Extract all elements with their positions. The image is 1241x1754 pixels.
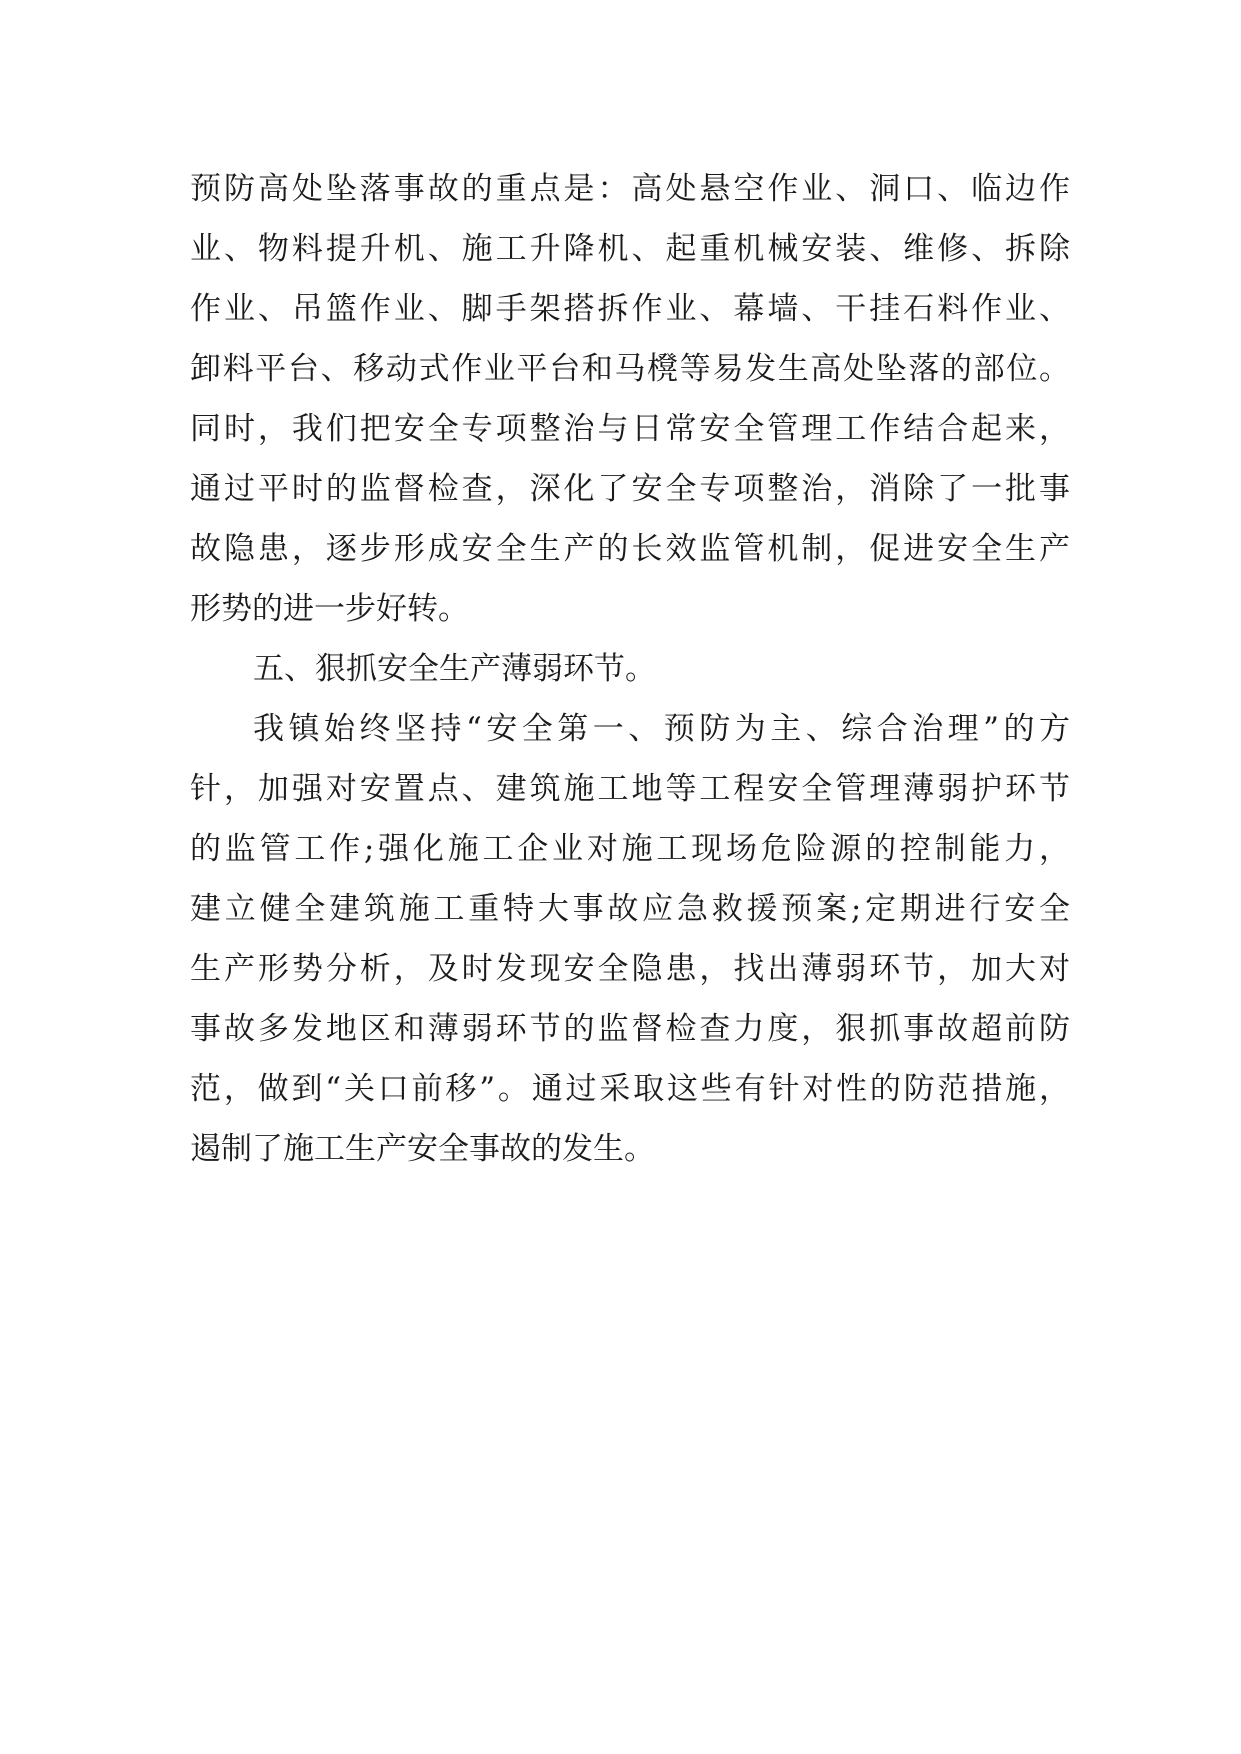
body-text [190,159,1070,1179]
text-line: 通过平时的监督检查，深化了安全专项整治，消除了一批事 [190,471,1070,507]
text-line: 范，做到“关口前移”。通过采取这些有针对性的防范措施， [190,1071,1070,1107]
text-line: 事故多发地区和薄弱环节的监督检查力度，狠抓事故超前防 [190,1011,1070,1047]
text-line: 作业、吊篮作业、脚手架搭拆作业、幕墙、干挂石料作业、 [190,291,1070,327]
section-heading: 五、狠抓安全生产薄弱环节。 [253,651,656,687]
text-line: 我镇始终坚持“安全第一、预防为主、综合治理”的方 [253,711,1070,747]
text-line: 预防高处坠落事故的重点是：高处悬空作业、洞口、临边作 [190,171,1070,207]
text-line: 业、物料提升机、施工升降机、起重机械安装、维修、拆除 [190,231,1070,267]
text-line: 形势的进一步好转。 [190,591,469,627]
text-line: 故隐患，逐步形成安全生产的长效监管机制，促进安全生产 [190,531,1070,567]
text-line: 同时，我们把安全专项整治与日常安全管理工作结合起来， [190,411,1070,447]
text-line: 建立健全建筑施工重特大事故应急救援预案;定期进行安全 [190,891,1070,927]
text-line: 针，加强对安置点、建筑施工地等工程安全管理薄弱护环节 [190,771,1070,807]
text-line: 卸料平台、移动式作业平台和马櫈等易发生高处坠落的部位。 [190,351,1070,387]
text-line: 的监管工作;强化施工企业对施工现场危险源的控制能力， [190,831,1070,867]
text-line: 遏制了施工生产安全事故的发生。 [190,1131,655,1167]
text-line: 生产形势分析，及时发现安全隐患，找出薄弱环节，加大对 [190,951,1070,987]
